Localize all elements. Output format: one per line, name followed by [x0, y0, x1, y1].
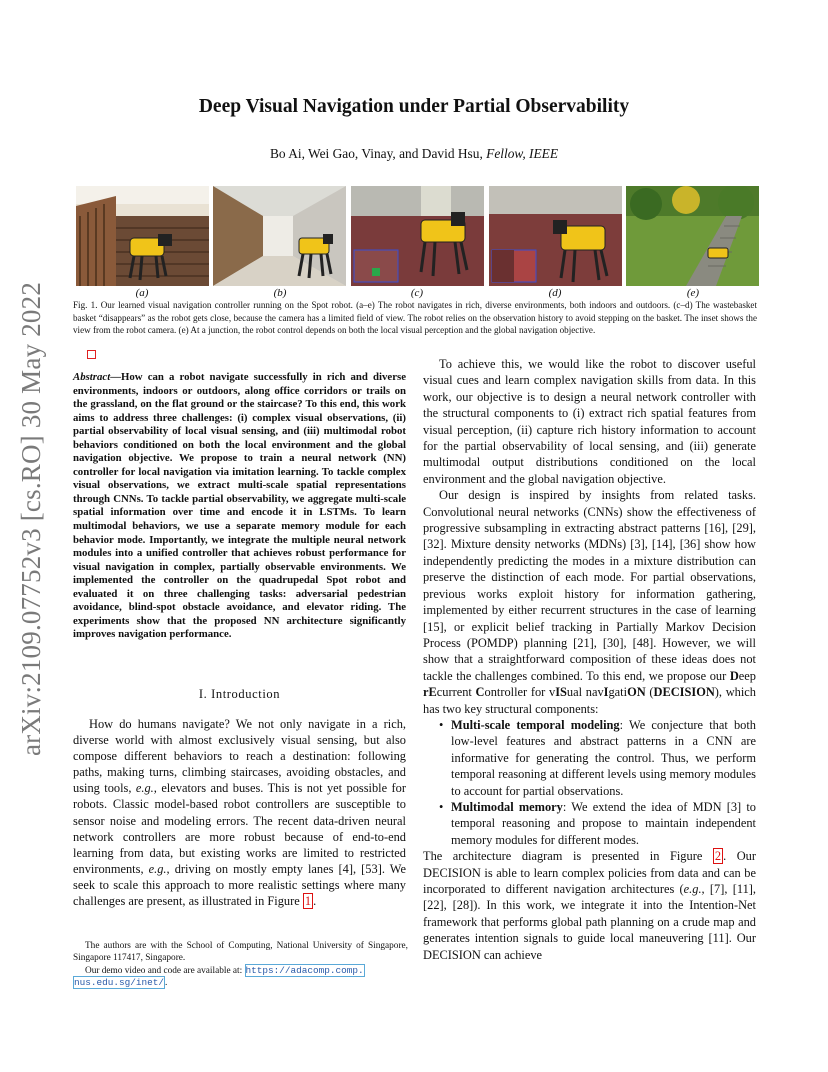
right-paragraph-3: [423, 848, 756, 963]
contribution-list: [423, 717, 756, 848]
footnote: [73, 941, 408, 990]
footnote-code-text: Our demo video and code are available at:: [85, 965, 243, 976]
right-text-2-end: which has two key structural components:: [423, 685, 756, 716]
right-text-3b: . Our DECISION is able to learn complex policies from data and can be incorporated to different navigation architectures (: [423, 849, 756, 896]
right-text-2: Our design is inspired by insights from related tasks. Convolutional neural networks (CNNs) show the effectiveness of progressive subsampling in extracting abstract patterns [16], [29], [32]. Mixture density networks (MDNs) [3], [14], [36] show how independently predicting the modes in a mixture distribution can preserve the distinction of each mode. For partial observations, previous works exploit history for information gathering, implemented by either recurrent structures in the case of learning [15], or explicit belief tracking in Partially Markov Decision Process (POMDP) planning [21], [30], [48]. However, we will show that a straightforward composition of these ideas does not tackle the challenges combined. To this end, we propose our: [423, 488, 756, 683]
arxiv-identifier: arXiv:2109.07752v3 [cs.RO] 30 May 2022: [16, 281, 46, 757]
intro-text-2: elevators and buses. This is not yet possible for robots. Classic model-based robot controllers are susceptible to sensor noise and modeling errors. The recent data-driven neural network controllers are more robust because of end-to-end learning from data, but existing works are limited to restricted environments,: [73, 781, 406, 876]
footnote-affiliation: The authors are with the School of Computing, National University of Singapore, Singapore 117417, Singapore.: [73, 941, 408, 963]
basket-photo-far: [489, 186, 622, 286]
corridor-photo: [213, 186, 346, 286]
right-paragraph-2: Our design is inspired by insights from related tasks. Convolutional neural networks (CNNs) show the effectiveness of progressive subsampling in extracting abstract patterns [16], [29], [32]. Mixture density networks (MDNs) [3], [14], [36] show how independently predicting the modes in a mixture distribution can preserve the distinction of each mode. For partial observations, previous works exploit history for information gathering, implemented by either recurrent structures in the case of learning [15], or explicit belief tracking in Partially Markov Decision Process (POMDP) planning [21], [30], [48]. However, we will show that a straightforward composition of these ideas does not tackle the challenges combined. To this end, we propose our Deep rEcurrent Controller for vISual navIgatiON (DECISION), which has two key structural components:: [423, 488, 756, 716]
right-text-3c: [7], [11], [22], [28]). In this work, we integrate it into the Intention-Net framework that performs global path planning on a crude map and generates intention signals to guide local maneuvering [11]. Our DECISION can achieve: [423, 882, 757, 962]
right-text-3a: The architecture diagram is presented in Figure: [423, 849, 703, 864]
intro-eg-2: e.g.,: [148, 861, 170, 876]
figure-panel-a: [76, 186, 209, 286]
paper-title: Deep Visual Navigation under Partial Observability: [198, 96, 630, 117]
footnote-period: .: [165, 978, 168, 989]
figure-panel-d: [489, 186, 622, 286]
figure-1-link[interactable]: 1: [304, 894, 312, 909]
figure-panel-b: [213, 186, 346, 286]
bullet-1-head: Multi-scale temporal modeling: [451, 717, 620, 732]
figure-label-b: (b): [273, 287, 287, 299]
basket-photo-near: [351, 186, 484, 286]
intro-text-1: How do humans navigate? We not only navigate in a rich, diverse world with almost exclusively visual sensing, but also compose different behaviors to reach a destination: following paths, making turns, climbing staircases, avoiding obstacles, and using tools,: [73, 717, 406, 796]
authors: Bo Ai, Wei Gao, Vinay, and David Hsu,: [269, 146, 483, 161]
abstract: [73, 371, 406, 642]
intro-eg-1: e.g.,: [135, 781, 157, 796]
figure-2-link[interactable]: 2: [714, 849, 722, 864]
section-heading-introduction: I. Introduction: [198, 687, 281, 701]
figure-label-a: (a): [135, 287, 149, 299]
figure-label-c: (c): [410, 287, 424, 299]
figure-caption: Fig. 1. Our learned visual navigation controller running on the Spot robot. (a–e) The robot navigates in rich, diverse environments, both indoors and outdoors. (c–d) The wastebasket basket “disappears” as the robot gets close, because the camera has a limited field of view. The robot relies on the observation history to avoid stepping on the basket. The inset shows the view from the robot camera. (e) At a junction, the robot control depends on both the local visual perception and the global navigation objective.: [73, 300, 757, 335]
intro-text-3: driving on mostly empty lanes [4], [53]. We seek to scale this approach to more realistic settings where many challenges are present, as illustrated in Figure: [73, 861, 406, 909]
bullet-2-text: : We extend the idea of MDN [3] to temporal reasoning and propose to maintain independent memory modules for different modes.: [451, 799, 756, 847]
grassland-photo: [626, 186, 759, 286]
demo-url-link[interactable]: https://adacomp.comp.: [245, 964, 364, 976]
abstract-text: —How can a robot navigate successfully in rich and diverse environments, indoors or outdoors, along office corridors or trails on the grassland, on the flat ground or the staircase? To this end, this work aims to address three challenges: (i) complex visual observations, (ii) partial observability of local visual sensing, and (iii) multimodal robot behaviors conditioned on both the local environment and the global navigation objective. We propose to train a neural network (NN) controller for local navigation via imitation learning. To tackle complex visual observations, we extract multi-scale spatial representations through CNNs. To tackle partial observability, we aggregate multi-scale spatial information over time and encode it in LSTMs. To learn multimodal behaviors, we use a separate memory module for each behavior mode. Importantly, we integrate the multiple neural network modules into a unified controller that achieves robust performance for visual navigation in complex, partially observable environments. We implemented the controller on the quadrupedal Spot robot and evaluated it on three challenging tasks: adversarial pedestrian avoidance, blind-spot obstacle avoidance, and elevator riding. The experiments show that the proposed NN architecture significantly improves navigation performance.: [73, 371, 406, 641]
bullet-2-head: Multimodal memory: [451, 799, 563, 814]
list-item: [451, 717, 756, 799]
annotation-marker: [87, 350, 96, 359]
author-line: [0, 146, 828, 162]
abstract-label: Abstract: [73, 371, 111, 383]
figure-panel-e: [626, 186, 759, 286]
intro-text-4: .: [313, 894, 317, 909]
figure-panel-c: [351, 186, 484, 286]
author-fellow: Fellow, IEEE: [486, 146, 559, 161]
figure-label-e: (e): [686, 287, 700, 299]
right-eg: e.g.,: [683, 882, 705, 896]
list-item: [451, 799, 756, 848]
introduction-paragraph: [73, 716, 406, 909]
demo-url-link-cont[interactable]: nus.edu.sg/inet/: [74, 977, 165, 989]
right-column: [423, 356, 756, 963]
right-paragraph-1: To achieve this, we would like the robot to discover useful visual cues and learn complex navigation skills from data. In this work, our objective is to design a neural network controller with the structural components to (i) extract rich spatial features from visual perception, (ii) capture rich history information to account for the partial observability of local sensing, and (iii) generate multimodal output distributions conditioned on the local environment and the global navigation objective.: [423, 357, 756, 486]
staircase-photo: [76, 186, 209, 286]
figure-label-d: (d): [548, 287, 562, 299]
bullet-1-text: : We conjecture that both low-level features and abstract patterns in a CNN are informative for generating the control. Thus, we perform temporal reasoning at different levels using memory modules to account for partial observations.: [451, 717, 757, 798]
